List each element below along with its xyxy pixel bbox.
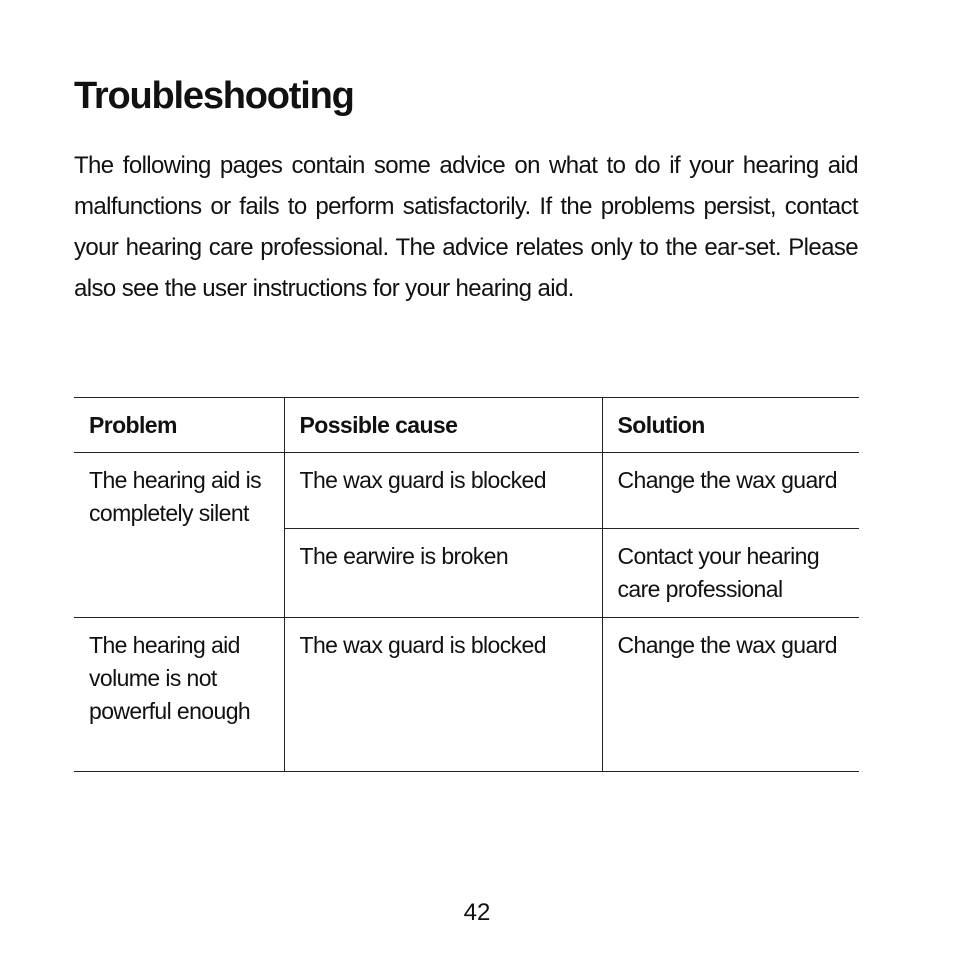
table-row bbox=[74, 453, 859, 529]
solution-cell: Contact your hearing care professional bbox=[602, 529, 859, 618]
header-possible-cause: Possible cause bbox=[284, 398, 602, 453]
troubleshooting-table bbox=[74, 397, 859, 772]
intro-paragraph: The following pages contain some advice on what to do if your hearing aid malfunctions or fails to perform satisfactorily. If the problems persist, contact your hearing care professional. The advice relates only to the ear-set. Please also see the user instructions for your hearing aid. bbox=[74, 152, 858, 302]
header-solution: Solution bbox=[602, 398, 859, 453]
cause-cell: The wax guard is blocked bbox=[284, 453, 602, 529]
problem-cell: The hearing aid volume is not powerful enough bbox=[74, 618, 284, 772]
table-header bbox=[74, 398, 859, 453]
table-row bbox=[74, 618, 859, 772]
problem-cell: The hearing aid is completely silent bbox=[74, 453, 284, 618]
cause-cell: The wax guard is blocked bbox=[284, 618, 602, 772]
solution-cell: Change the wax guard bbox=[602, 453, 859, 529]
header-problem: Problem bbox=[74, 398, 284, 453]
table-body bbox=[74, 453, 859, 772]
page-title: Troubleshooting bbox=[74, 75, 354, 117]
table-header-row bbox=[74, 398, 859, 453]
solution-cell: Change the wax guard bbox=[602, 618, 859, 772]
page-number: 42 bbox=[463, 899, 491, 926]
cause-cell: The earwire is broken bbox=[284, 529, 602, 618]
